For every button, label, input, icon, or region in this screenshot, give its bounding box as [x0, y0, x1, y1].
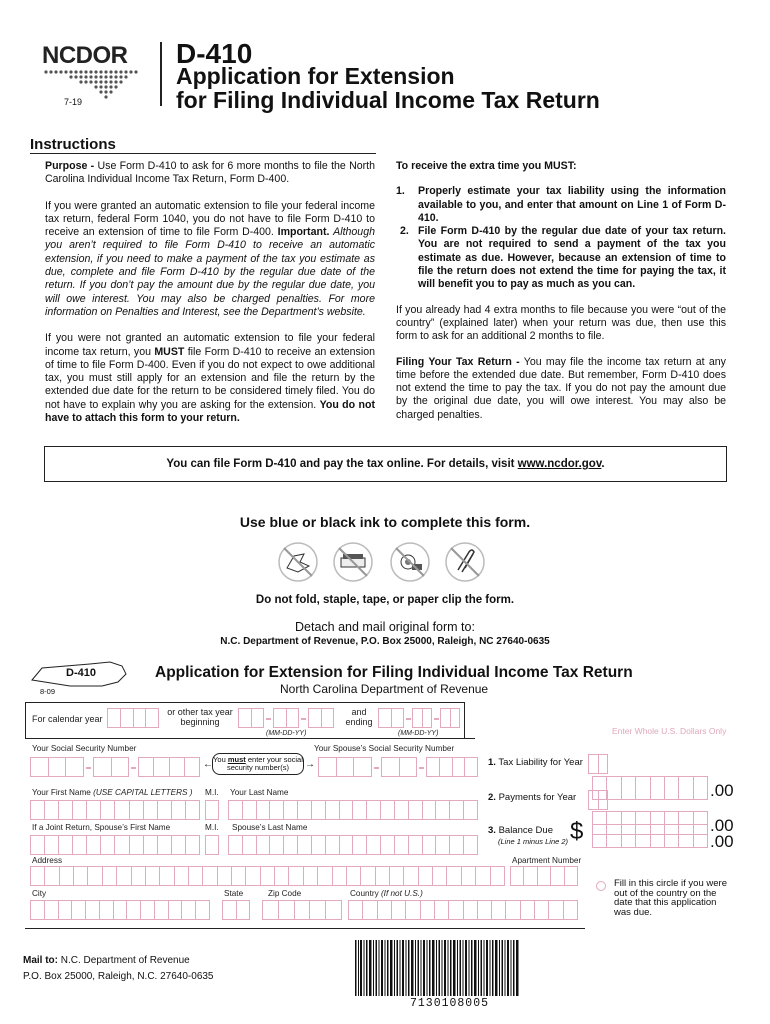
year-end-mm[interactable] — [378, 708, 404, 728]
form-version: 8-09 — [40, 687, 56, 696]
no-paperclip-icon — [443, 540, 487, 589]
year-end-dd[interactable] — [412, 708, 432, 728]
address-input[interactable] — [30, 866, 505, 886]
and-ending-label: and ending — [345, 707, 373, 727]
spouse-mi-input[interactable] — [205, 835, 219, 855]
line2-cents: .00 — [710, 816, 734, 835]
out-of-country-radio[interactable] — [596, 881, 606, 891]
zip-label: Zip Code — [268, 889, 302, 898]
spouse-last-name-input[interactable] — [228, 835, 478, 855]
first-name-label: Your First Name (USE CAPITAL LETTERS ) — [32, 788, 193, 797]
line2-label: 2. Payments for Year — [488, 792, 577, 803]
right-arrow-icon: → — [305, 759, 315, 770]
must-item-2: 2. File Form D-410 by the regular due date of your tax return. You are not required to send a payment of the tax you estimate as due. However, because an extension of time to file the return does not extend the time for paying the tax, it will benefit you to pay as much as you can. — [400, 225, 726, 291]
barcode — [355, 940, 520, 996]
form-bottom-rule — [25, 738, 475, 739]
city-label: City — [32, 889, 47, 898]
form-bottom-rule — [25, 928, 585, 929]
line1-cents: .00 — [710, 781, 734, 800]
line1-amount-input[interactable] — [592, 776, 708, 800]
mail-address-bold: N.C. Department of Revenue, P.O. Box 25000, Raleigh, NC 27640-0635 — [220, 636, 550, 647]
form-title: Application for Extension for Filing Individual Income Tax Return — [155, 664, 633, 681]
spouse-ssn-part1[interactable] — [318, 757, 372, 777]
spouse-ssn-label: Your Spouse’s Social Security Number — [314, 744, 455, 753]
whole-dollars-note: Enter Whole U.S. Dollars Only — [612, 726, 727, 736]
mail-to: Mail to: N.C. Department of Revenue — [23, 955, 190, 966]
page-title-line2: for Filing Individual Income Tax Return — [176, 87, 600, 113]
dollar-sign: $ — [570, 818, 584, 845]
line3-amount-input[interactable] — [592, 824, 708, 848]
ssn-part3[interactable] — [138, 757, 200, 777]
line3-label: 3. Balance Due — [488, 825, 553, 836]
instructions-heading: Instructions — [30, 136, 116, 153]
city-input[interactable] — [30, 900, 210, 920]
instructions-left-column — [45, 160, 375, 425]
no-federal-extension-paragraph: If you were not granted an automatic extension to file your federal income tax return, you MUST file Form D-410 to receive an extension of time to file Form D-400. Even if you do not expect to owe additional tax, you must still apply for an extension and file the return by the extended due date for the return to be considered timely filed. You do not have to explain why you are asking for the extension. You do not have to attach this form to your return. — [45, 332, 375, 425]
ssn-part1[interactable] — [30, 757, 84, 777]
address-label: Address — [32, 856, 63, 865]
apartment-input[interactable] — [510, 866, 578, 886]
mi-input[interactable] — [205, 800, 219, 820]
line1-label: 1. Tax Liability for Year — [488, 757, 583, 768]
spouse-ssn-part3[interactable] — [426, 757, 478, 777]
no-staple-icon — [331, 540, 375, 589]
state-label: State — [224, 889, 244, 898]
spouse-first-name-label: If a Joint Return, Spouse’s First Name — [32, 823, 171, 832]
no-tape-icon — [388, 540, 432, 589]
barcode-number: 7130108005 — [410, 997, 490, 1010]
begin-date-format: (MM-DD-YY) — [266, 730, 307, 737]
year-begin-dd[interactable] — [273, 708, 299, 728]
ssn-part2[interactable] — [93, 757, 129, 777]
page-title-line1: Application for Extension — [176, 63, 455, 89]
calendar-year-label: For calendar year — [32, 714, 103, 724]
ncdor-logo — [36, 42, 154, 106]
first-name-input[interactable] — [30, 800, 200, 820]
form-subtitle: North Carolina Department of Revenue — [280, 682, 489, 696]
must-heading: To receive the extra time you MUST: — [396, 160, 577, 172]
line1-year-input[interactable] — [588, 754, 608, 774]
apartment-label: Apartment Number — [512, 856, 582, 865]
form-badge: D-410 — [66, 667, 96, 679]
logo-version: 7-19 — [64, 97, 83, 107]
year-begin-mm[interactable] — [238, 708, 264, 728]
country-label: Country (If not U.S.) — [350, 889, 423, 898]
instructions-right-column — [396, 160, 726, 422]
zip-input[interactable] — [262, 900, 342, 920]
line3-cents: .00 — [710, 832, 734, 851]
out-of-country-note: Fill in this circle if you were out of the country on the date that this application was due. — [614, 878, 727, 918]
mi-label: M.I. — [205, 788, 219, 797]
ncdor-website-link[interactable]: www.ncdor.gov — [517, 458, 602, 470]
left-arrow-icon: ← — [203, 759, 213, 770]
year-end-yy[interactable] — [440, 708, 460, 728]
purpose-paragraph: Purpose - Use Form D-410 to ask for 6 more months to file the North Carolina Individual Income Tax Return, Form D-400. — [45, 160, 376, 186]
online-filing-box: You can file Form D-410 and pay the tax online. For details, visit www.ncdor.gov. — [44, 446, 727, 482]
federal-extension-paragraph: If you were granted an automatic extension to file your federal income tax return, federal Form 1040, you do not have to file Form D-410 to receive an extension of time to file Form D-400. Important. Although you aren’t required to file Form D-410 to receive an automatic extension, if you need to make a payment of the tax you estimate as due, complete and file Form D-410 by the regular due date of the return. If you don’t pay the amount due by the regular due date, you will owe interest. You may also be charged penalties. For more information on Penalties and Interest, see the Department’s website. — [45, 199, 375, 318]
ink-note: Use blue or black ink to complete this form. — [239, 514, 531, 530]
last-name-input[interactable] — [228, 800, 478, 820]
ssn-label: Your Social Security Number — [32, 744, 137, 753]
calendar-year-input[interactable] — [107, 708, 159, 728]
form-number: D-410 — [176, 38, 253, 69]
filing-paragraph: Filing Your Tax Return - You may file the income tax return at any time before the extended due date. But remember, Form D-410 does not extend the time to pay the tax. If you do not pay the amount due by the original due date, you will owe interest. You may also be charged penalties. — [396, 355, 726, 421]
last-name-label: Your Last Name — [230, 788, 289, 797]
instructions-rule — [30, 153, 376, 154]
spouse-first-name-input[interactable] — [30, 835, 200, 855]
state-input[interactable] — [222, 900, 250, 920]
line2-year-input[interactable] — [588, 790, 608, 810]
spouse-last-name-label: Spouse’s Last Name — [232, 823, 308, 832]
country-input[interactable] — [348, 900, 578, 920]
header-divider — [160, 42, 162, 106]
other-tax-year-label: or other tax year beginning — [167, 707, 233, 727]
detach-note: Detach and mail original form to: — [295, 620, 475, 634]
no-fold-note: Do not fold, staple, tape, or paper clip the form. — [255, 594, 515, 606]
out-of-country-paragraph: If you already had 4 extra months to file because you were “out of the country” (explained later) when your return was due, then use this form to ask for an additional 2 months to file. — [396, 303, 726, 343]
spouse-mi-label: M.I. — [205, 823, 219, 832]
must-enter-ssn-note: You must enter your social security number(s) — [212, 753, 304, 775]
spouse-ssn-part2[interactable] — [381, 757, 417, 777]
logo-wordmark: NCDOR — [42, 42, 128, 69]
mail-to-line2: P.O. Box 25000, Raleigh, N.C. 27640-0635 — [23, 971, 214, 982]
line3-hint: (Line 1 minus Line 2) — [498, 837, 569, 846]
must-item-1: 1. Properly estimate your tax liability using the information available to you, and enter that amount on Line 1 of Form D-410. — [396, 185, 726, 224]
year-begin-yy[interactable] — [308, 708, 334, 728]
no-fold-icon — [276, 540, 320, 589]
end-date-format: (MM-DD-YY) — [398, 730, 439, 737]
